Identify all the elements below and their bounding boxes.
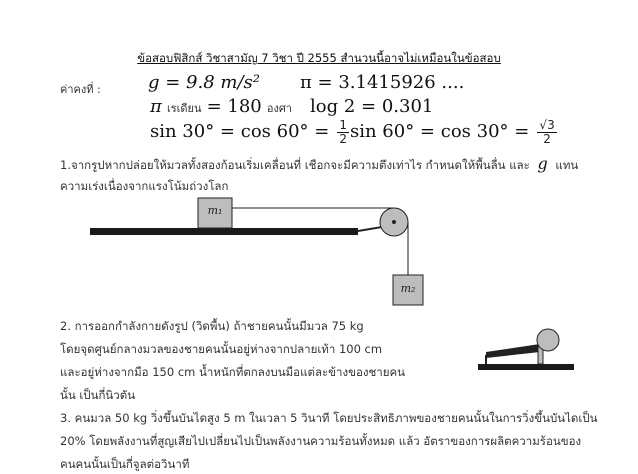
person-body: [486, 344, 540, 358]
q3-line3: คนคนนั้นเป็นกี่จูลต่อวินาที: [60, 457, 190, 471]
sin30-lhs: sin 30° = cos 60° =: [150, 121, 330, 142]
constant-log2: log 2 = 0.301: [310, 96, 434, 117]
table-surface: [90, 228, 358, 235]
constants-label: ค่าคงที่ :: [60, 83, 101, 96]
mass-label-2: m₂: [400, 282, 416, 295]
floor-bar: [478, 364, 574, 370]
degree-word: องศา: [266, 102, 292, 115]
constant-g: g = 9.8 m/s²: [148, 72, 260, 93]
constant-pi: π = 3.1415926 ....: [300, 72, 465, 93]
q1-text: 1.จากรูปหากปล่อยให้มวลทั้งสองก้อนเริ่มเคลื่อนที่ เชือกจะมีความตึงเท่าไร กำหนดให้พื้นลื่น และ: [60, 158, 530, 172]
q1-text-end: แทน: [555, 158, 579, 172]
radian-word: เรเดียน: [166, 102, 202, 115]
g-symbol: g: [537, 154, 548, 173]
q3-line2: 20% โดยพลังงานที่สูญเสียไปเปลี่ยนไปเป็นพลังงานความร้อนทั้งหมด แล้ว อัตราของการผลิตความร้อนของ: [60, 434, 582, 448]
q2-line3: และอยู่ห่างจากมือ 150 cm น้ำหนักที่ตกลงบนมือแต่ละข้างของชายคน: [60, 365, 406, 379]
pulley-axle: [392, 220, 396, 224]
pi-symbol: π: [150, 96, 162, 117]
fraction-denominator: 2: [543, 132, 551, 146]
person-head: [537, 329, 559, 351]
q3-line1: 3. คนมวล 50 kg วิ่งขึ้นบันไดสูง 5 m ในเวลา 5 วินาที โดยประสิทธิภาพของชายคนนั้นในการวิ่งขึ้นบันไดเป็น: [60, 411, 598, 425]
pi-radian-value: = 180: [206, 96, 262, 117]
q2-line2: โดยจุดศูนย์กลางมวลของชายคนนั้นอยู่ห่างจากปลายเท้า 100 cm: [60, 342, 383, 356]
fraction-denominator: 2: [339, 132, 348, 146]
q2-line1: 2. การออกกำลังกายดังรูป (วิดพื้น) ถ้าชายคนนั้นมีมวล 75 kg: [60, 319, 364, 333]
fraction-numerator: 1: [339, 118, 348, 132]
q1-line2: ความเร่งเนื่องจากแรงโน้มถ่วงโลก: [60, 179, 229, 193]
page-title: ข้อสอบฟิสิกส์ วิชาสามัญ 7 วิชา ปี 2555 สำนวนนี้อาจไม่เหมือนในข้อสอบ: [137, 51, 501, 65]
sin60-lhs: sin 60° = cos 30° =: [350, 121, 530, 142]
mass-label-1: m₁: [207, 204, 223, 217]
fraction-numerator: √3: [539, 118, 555, 132]
q2-line4: นั้น เป็นกี่นิวตัน: [60, 388, 136, 402]
